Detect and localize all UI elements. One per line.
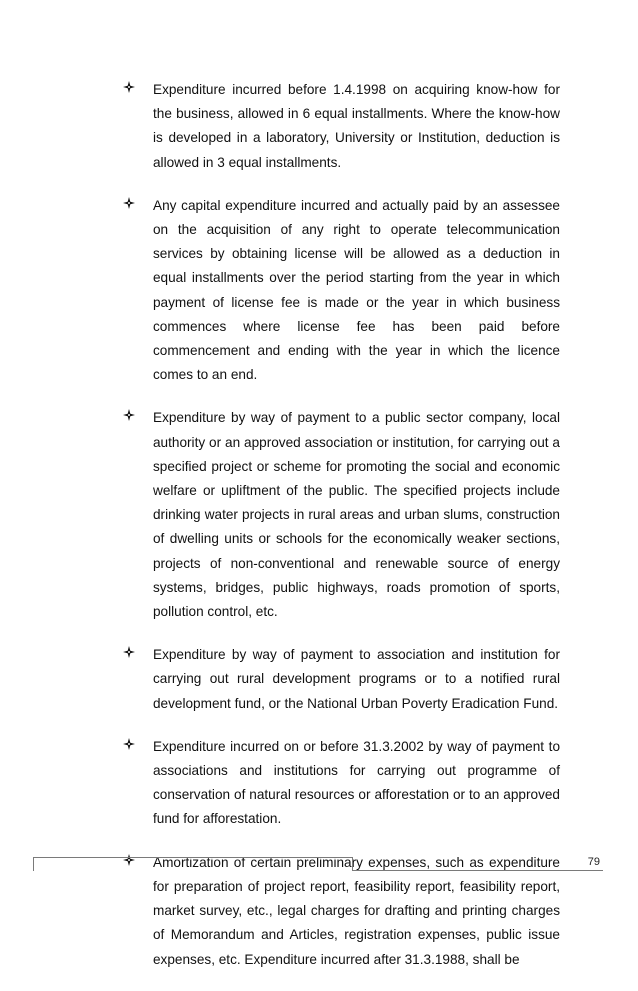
bullet-text: Expenditure by way of payment to a public sector company, local authority or an approved association or institution, for carrying out a specified project or scheme for promoting the social and economic welfare or upliftment of the public. The specified projects include drinking water projects in rural areas and urban slums, construction of dwelling units or schools for the economically weaker sections, projects of non-conventional and renewable source of energy systems, bridges, public highways, roads promotion of sports, pollution control, etc. — [153, 410, 560, 620]
bullet-item-5 — [123, 735, 560, 832]
bullet-text: Expenditure incurred before 1.4.1998 on acquiring know-how for the business, allowed in 6 equal installments. Where the know-how is developed in a laboratory, University or Institution, deduction is allowed in 3 equal installments. — [153, 82, 560, 170]
diamond-bullet-icon — [123, 738, 135, 750]
footer-tick-left — [33, 857, 34, 871]
bullet-item-1 — [123, 78, 560, 175]
footer-divider-left — [33, 857, 353, 858]
diamond-bullet-icon — [123, 81, 135, 93]
bullet-text: Any capital expenditure incurred and actually paid by an assessee on the acquisition of any right to operate telecommunication services by obtaining license will be allowed as a deduction in equal installments over the period starting from the year in which payment of license fee is made or the year in which business commences where license fee has been paid before commencement and ending with the year in which the licence comes to an end. — [153, 197, 560, 383]
footer-divider-right — [353, 870, 603, 871]
bullet-item-6 — [123, 851, 560, 972]
bullet-item-2 — [123, 194, 560, 388]
bullet-item-4 — [123, 643, 560, 716]
bullet-text: Expenditure incurred on or before 31.3.2002 by way of payment to associations and institutions for carrying out programme of conservation of natural resources or afforestation or to an approved fund for afforestation. — [153, 738, 560, 827]
page-number: 79 — [587, 856, 600, 868]
bullet-list — [123, 78, 560, 991]
diamond-bullet-icon — [123, 197, 135, 209]
diamond-bullet-icon — [123, 409, 135, 421]
bullet-item-3 — [123, 406, 560, 624]
diamond-bullet-icon — [123, 646, 135, 658]
diamond-bullet-icon — [123, 854, 135, 866]
footer-tick-mid — [352, 857, 353, 871]
bullet-text: Amortization of certain preliminary expenses, such as expenditure for preparation of project report, feasibility report, feasibility report, market survey, etc., legal charges for drafting and printing charges of Memorandum and Articles, registration expenses, public issue expenses, etc. Expenditure incurred after 31.3.1988, shall be — [153, 854, 560, 967]
bullet-text: Expenditure by way of payment to association and institution for carrying out rural development programs or to a notified rural development fund, or the National Urban Poverty Eradication Fund. — [153, 647, 560, 711]
